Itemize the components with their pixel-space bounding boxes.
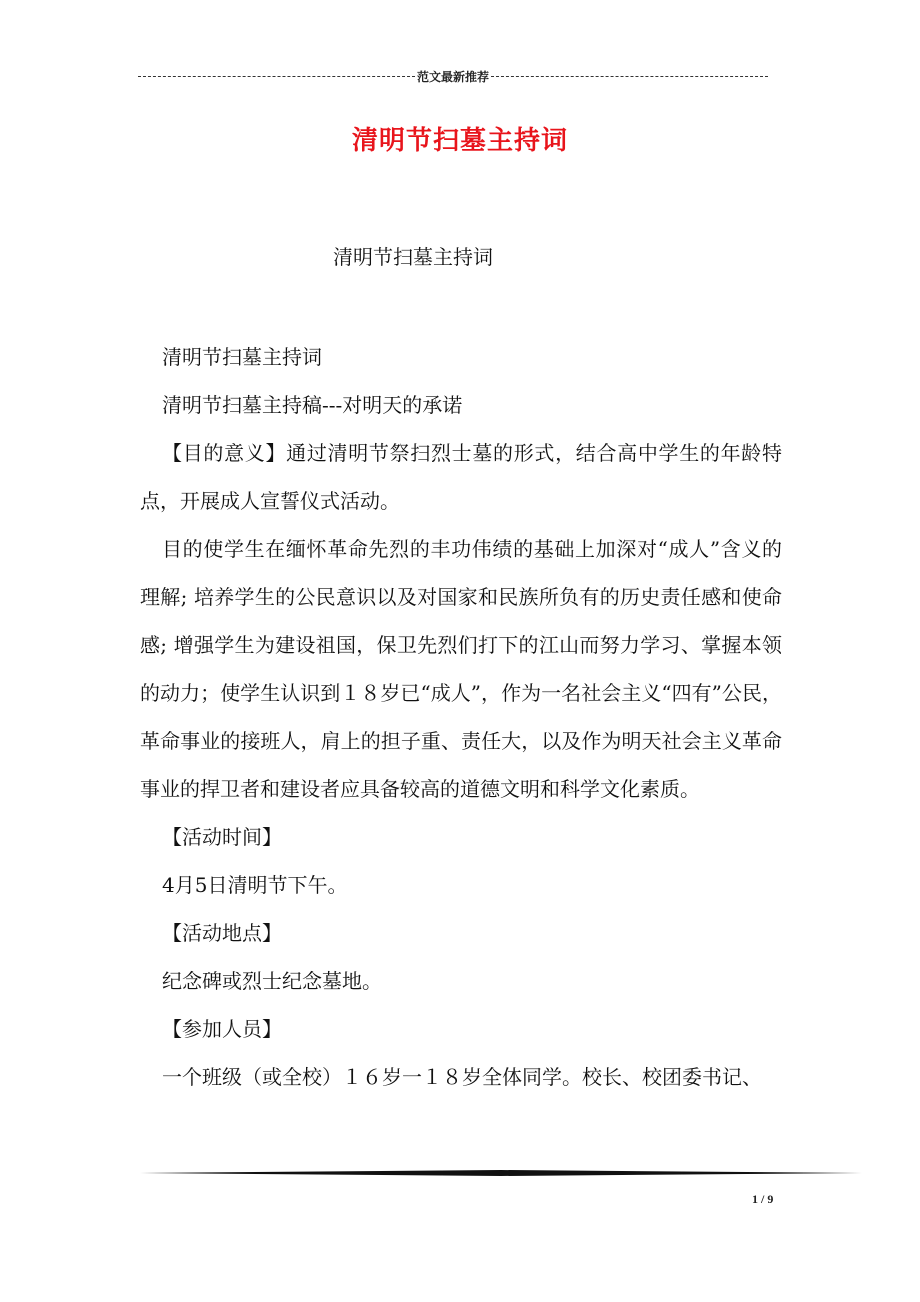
paragraph: 【目的意义】通过清明节祭扫烈士墓的形式，结合高中学生的年龄特点，开展成人宣誓仪式活动。 bbox=[140, 441, 782, 513]
document-body bbox=[140, 333, 782, 1101]
document-subtitle: 清明节扫墓主持词 bbox=[333, 245, 493, 269]
section-heading: 【活动时间】 bbox=[162, 825, 282, 849]
paragraph: 一个班级（或全校）１６岁一１８岁全体同学。校长、校团委书记、 bbox=[162, 1065, 762, 1089]
footer-divider bbox=[140, 1170, 862, 1176]
header-dash-right bbox=[491, 76, 768, 77]
page-header bbox=[138, 66, 768, 86]
header-label: 范文最新推荐 bbox=[417, 69, 490, 84]
page-number: 1 / 9 bbox=[752, 1192, 774, 1206]
section-heading: 【参加人员】 bbox=[162, 1017, 282, 1041]
header-dash-left bbox=[138, 76, 415, 77]
paragraph: 清明节扫墓主持词 bbox=[162, 345, 322, 369]
document-title: 清明节扫墓主持词 bbox=[351, 126, 568, 156]
section-heading: 【活动地点】 bbox=[162, 921, 282, 945]
paragraph: 目的使学生在缅怀革命先烈的丰功伟绩的基础上加深对“成人”含义的理解; 培养学生的公民意识以及对国家和民族所负有的历史责任感和使命感; 增强学生为建设祖国，保卫先烈们打下的江山而努力学习、掌握本领的动力；使学生认识到１８岁已“成人”，作为一名社会主义“四有”公民，革命事业的接班人，肩上的担子重、责任大，以及作为明天社会主义革命事业的捍卫者和建设者应具备较高的道德文明和科学文化素质。 bbox=[140, 537, 782, 801]
paragraph: 清明节扫墓主持稿---对明天的承诺 bbox=[162, 393, 463, 417]
paragraph: 4月5日清明节下午。 bbox=[162, 873, 348, 897]
paragraph: 纪念碑或烈士纪念墓地。 bbox=[162, 969, 382, 993]
